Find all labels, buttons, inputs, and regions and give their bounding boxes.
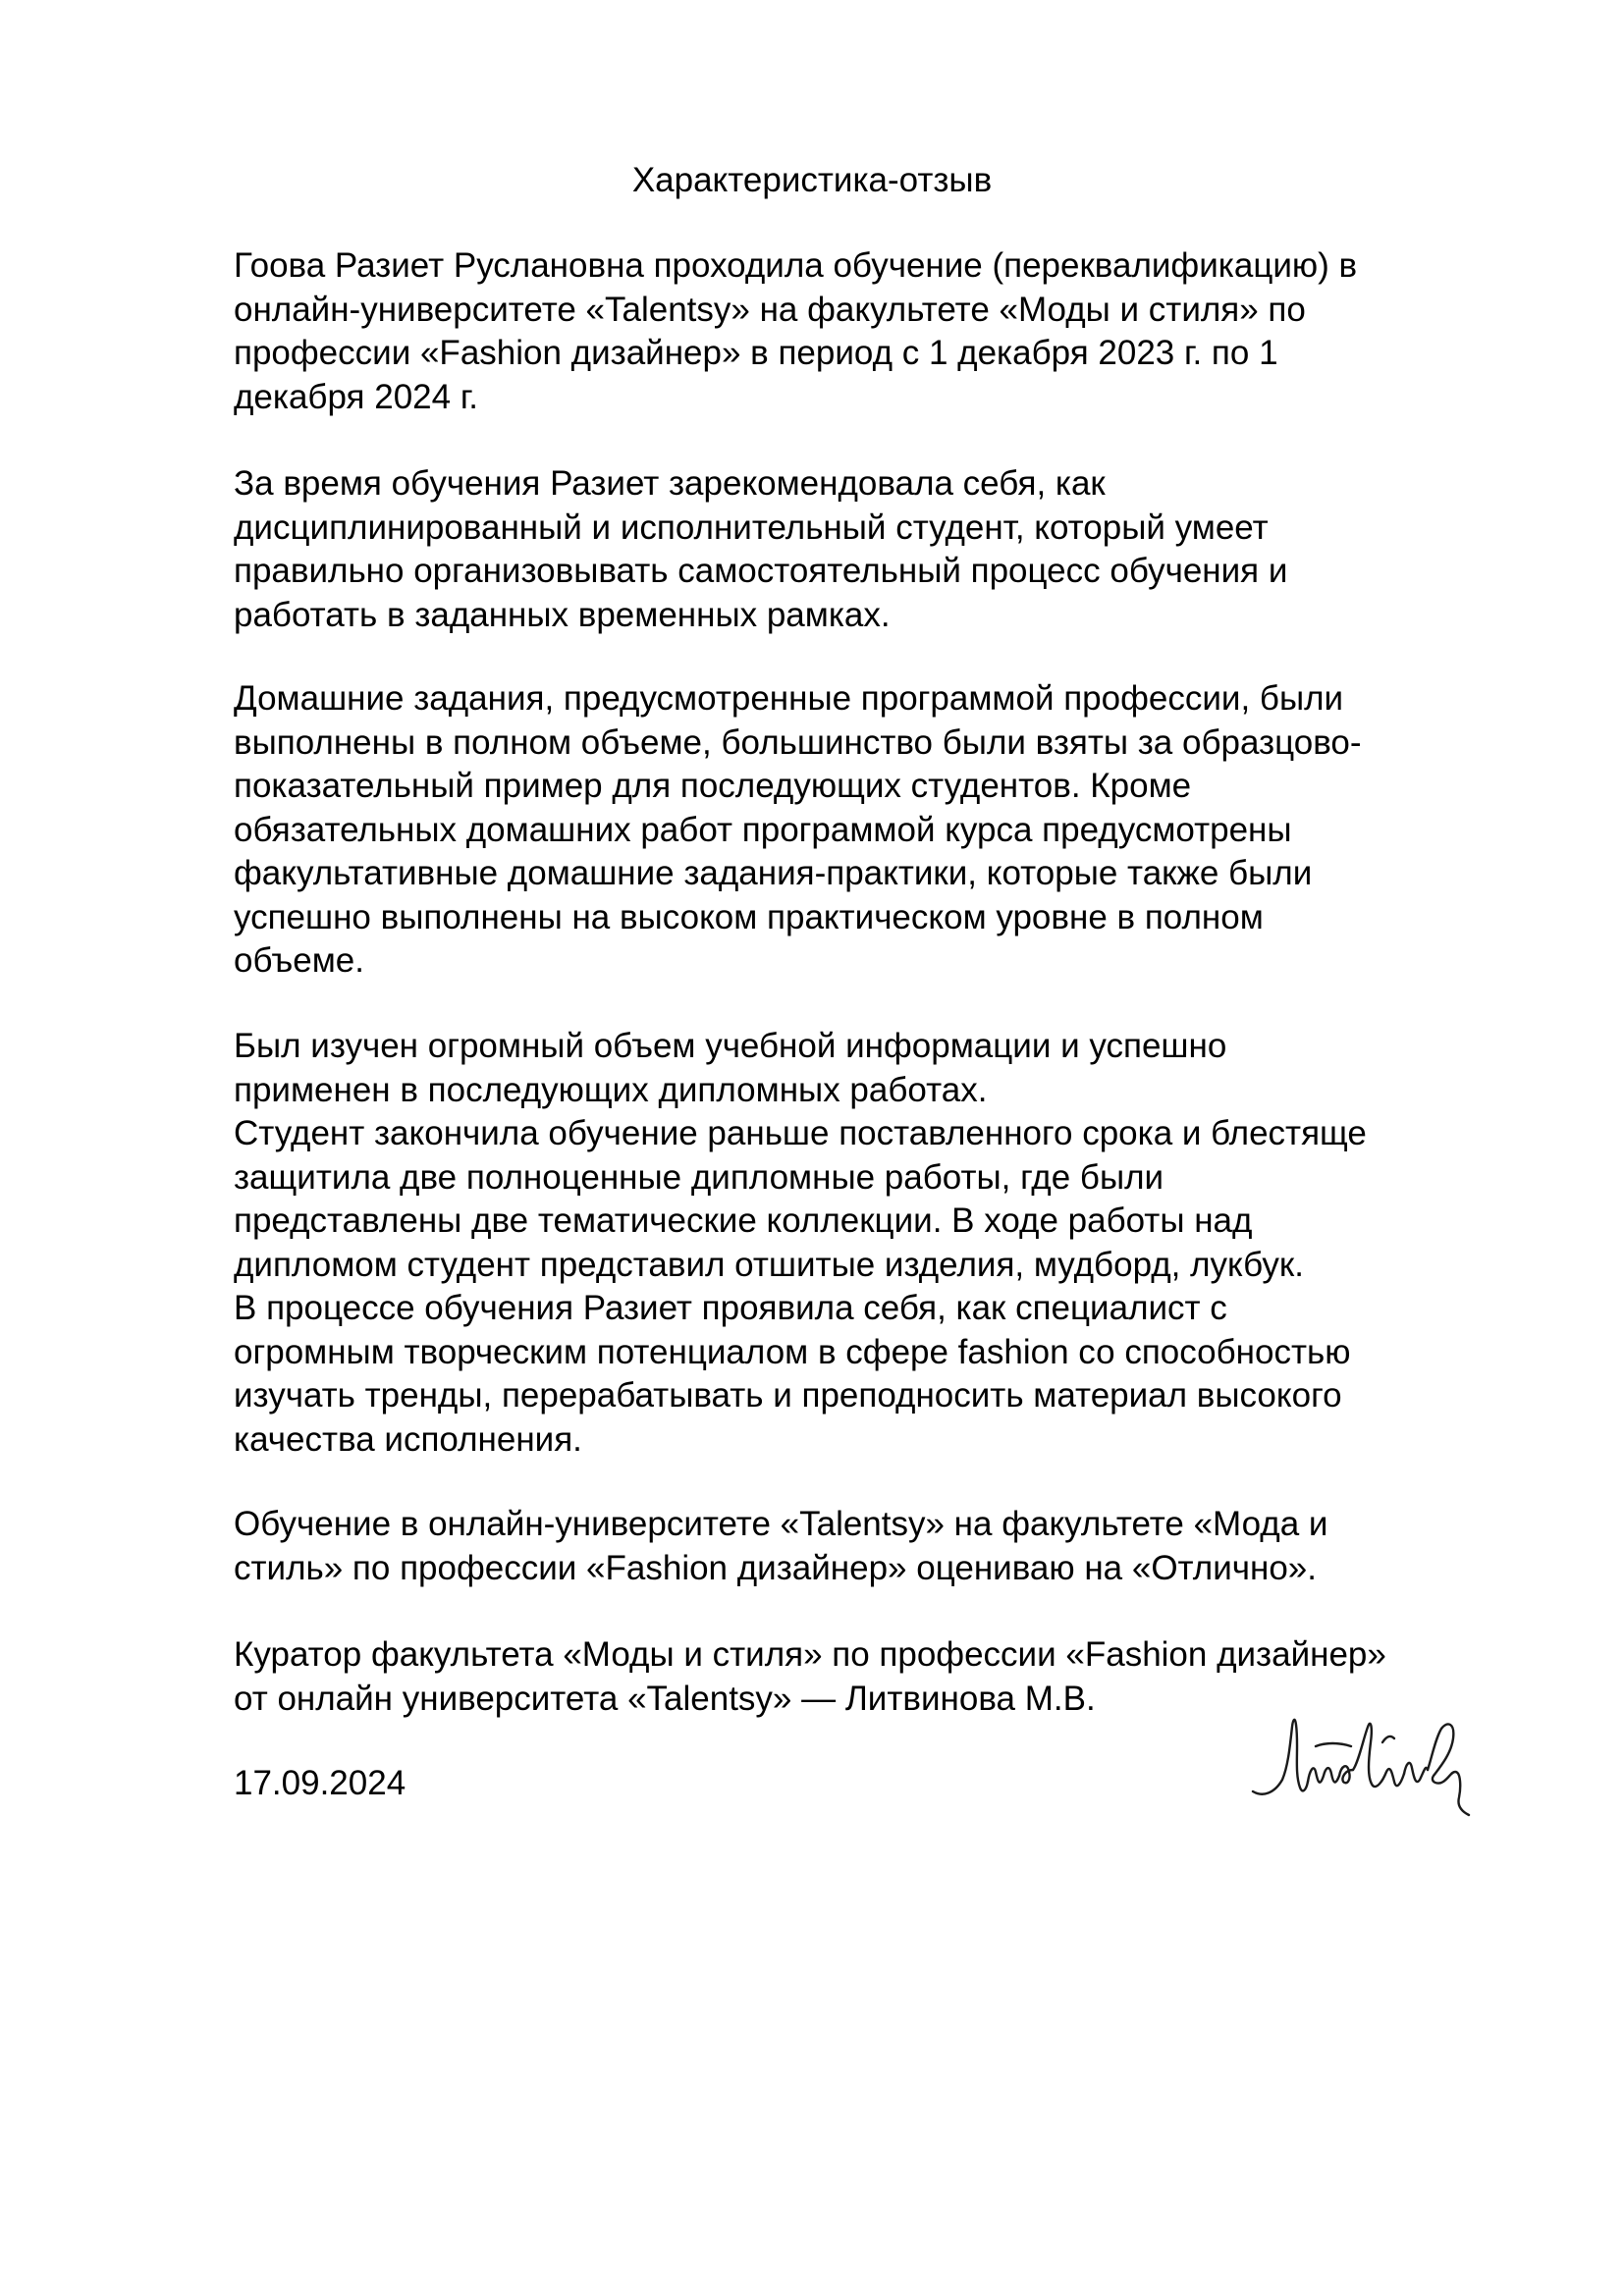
paragraph-line: представлены две тематические коллекции. В ходе работы над	[234, 1201, 1253, 1240]
document-title: Характеристика-отзыв	[631, 161, 993, 199]
paragraph-line: профессии «Fashion дизайнер» в период с 1 декабря 2023 г. по 1	[234, 334, 1278, 372]
paragraph-line: Домашние задания, предусмотренные программой профессии, были	[234, 679, 1344, 718]
paragraph-line: факультативные домашние задания-практики, которые также были	[234, 854, 1313, 892]
paragraph-diploma	[234, 1025, 1540, 1462]
paragraph-line: качества исполнения.	[234, 1419, 582, 1459]
paragraph-line: Обучение в онлайн-университете «Talentsy» на факультете «Мода и	[234, 1505, 1328, 1543]
paragraph-line: от онлайн университета «Talentsy» — Литвинова М.В.	[234, 1679, 1096, 1718]
paragraph-line: огромным творческим потенциалом в сфере fashion со способностью	[234, 1332, 1351, 1371]
paragraph-line: изучать тренды, перерабатывать и преподносить материал высокого	[234, 1376, 1342, 1415]
paragraph-line: объеме.	[234, 941, 364, 980]
signature-strokes	[1253, 1720, 1469, 1815]
paragraph-line: Студент закончила обучение раньше поставленного срока и блестяще	[234, 1114, 1367, 1152]
paragraph-line: показательный пример для последующих студентов. Кроме	[234, 767, 1192, 805]
paragraph-line: онлайн-университете «Talentsy» на факультете «Моды и стиля» по	[234, 290, 1306, 329]
paragraph-line: стиль» по профессии «Fashion дизайнер» оцениваю на «Отлично».	[234, 1548, 1317, 1587]
document-date: 17.09.2024	[234, 1764, 406, 1802]
paragraph-line: работать в заданных временных рамках.	[234, 595, 891, 634]
paragraph-line: Был изучен огромный объем учебной информации и успешно	[234, 1027, 1227, 1065]
paragraph-line: обязательных домашних работ программой курса предусмотрены	[234, 810, 1292, 849]
paragraph-line: декабря 2024 г.	[234, 377, 479, 416]
paragraph-line: Гоова Разиет Руслановна проходила обучение (переквалификацию) в	[234, 246, 1358, 285]
paragraph-line: дисциплинированный и исполнительный студент, который умеет	[234, 507, 1269, 547]
paragraph-line: В процессе обучения Разиет проявила себя, как специалист с	[234, 1289, 1227, 1327]
paragraph-line: правильно организовывать самостоятельный процесс обучения и	[234, 552, 1288, 590]
paragraph-line: применен в последующих дипломных работах.	[234, 1070, 988, 1109]
paragraph-line: дипломом студент представил отшитые изделия, мудборд, лукбук.	[234, 1245, 1304, 1284]
paragraph-line: успешно выполнены на высоком практическом уровне в полном	[234, 897, 1264, 936]
paragraph-line: Куратор факультета «Моды и стиля» по профессии «Fashion дизайнер»	[234, 1635, 1386, 1674]
paragraph-enrollment	[234, 244, 1540, 419]
paragraph-line: выполнены в полном объеме, большинство были взяты за образцово-	[234, 722, 1362, 762]
handwritten-signature	[1245, 1703, 1481, 1826]
paragraph-homework	[234, 677, 1540, 984]
paragraph-line: защитила две полноценные дипломные работы, где были	[234, 1157, 1164, 1197]
paragraph-discipline	[234, 462, 1540, 637]
paragraph-line: За время обучения Разиет зарекомендовала себя, как	[234, 464, 1106, 503]
paragraph-evaluation	[234, 1503, 1540, 1590]
